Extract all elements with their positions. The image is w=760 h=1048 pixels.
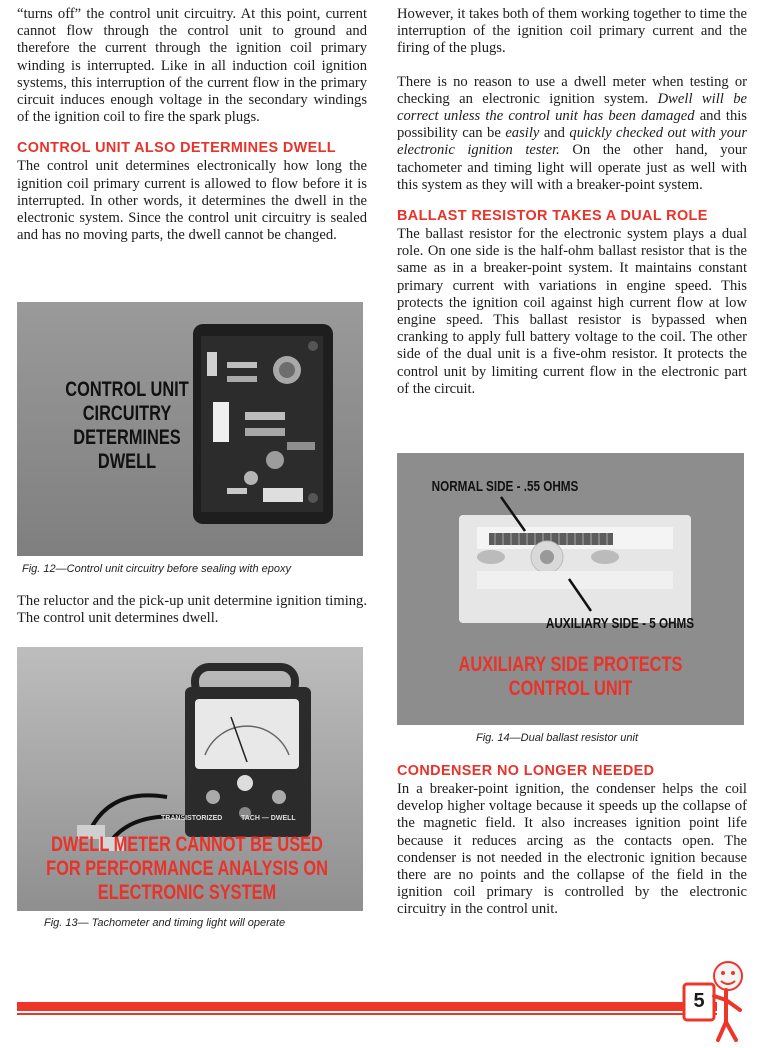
meter-model-label: TACH — DWELL: [241, 815, 296, 822]
figure-12-overlay-text: CONTROL UNIT CIRCUITRY DETERMINES DWELL: [65, 378, 189, 473]
ballast-paragraph: The ballast resistor for the electronic system plays a dual role. On one side is the half-ohm ballast resistor that is the same as in a breaker-point system. It maintains constant primary current with variations in engine speed. This protects the ignition coil against high current flow at low engine speed. This ballast resistor is bypassed when cranking to apply full battery voltage to the coil. The other side of the dual unit is a five-ohm resistor. It protects the control unit by limiting current flow in the electronic part of the circuit.: [397, 226, 747, 397]
left-column: [17, 6, 367, 244]
right-intro-paragraph: However, it takes both of them working together to time the interruption of the ignition coil primary current and the firing of the plugs.: [397, 6, 747, 57]
mascot-page-badge: [676, 956, 748, 1044]
heading-condenser: CONDENSER NO LONGER NEEDED: [397, 763, 655, 779]
figure-13-photo: [17, 647, 363, 911]
meter-brand-label: TRANSISTORIZED: [161, 815, 223, 822]
figure-14-photo: [397, 453, 744, 725]
figure-14-overlay-text: AUXILIARY SIDE PROTECTS CONTROL UNIT: [458, 653, 683, 700]
reluctor-paragraph: The reluctor and the pick-up unit determine ignition timing. The control unit determines dwell.: [17, 593, 367, 627]
footer-red-bar: [17, 1002, 717, 1011]
dwell-paragraph: The control unit determines electronically how long the ignition coil primary current is allowed to flow before it is interrupted. In other words, it determines the dwell in the electronic system. Since the control unit circuitry is sealed and has no moving parts, the dwell cannot be changed.: [17, 158, 367, 244]
heading-control-unit-dwell: CONTROL UNIT ALSO DETERMINES DWELL: [17, 140, 336, 157]
figure-12-photo: [17, 302, 363, 556]
dwell-meter-paragraph: There is no reason to use a dwell meter when testing or checking an electronic ignition system. Dwell will be correct unless the control unit has been damaged and this possibility can be easily and quickly checked out with your electronic ignition tester. On the other hand, your tachometer and timing light will operate just as well with this system as they will with a breaker-point system.: [397, 73, 748, 193]
right-column: [397, 6, 747, 398]
figure-13-overlay-text: DWELL METER CANNOT BE USED FOR PERFORMANCE ANALYSIS ON ELECTRONIC SYSTEM: [46, 833, 328, 904]
normal-side-label: NORMAL SIDE - .55 OHMS: [431, 478, 579, 495]
condenser-section: [397, 763, 747, 919]
intro-paragraph: “turns off” the control unit circuitry. At this point, current cannot flow through the control unit to ground and therefore the current through the ignition coil primary winding is interrupted. Like in all induction coil ignition systems, this interruption of the current flow in the primary circuit induces enough voltage in the secondary windings of the ignition coil to fire the spark plugs.: [17, 6, 367, 126]
condenser-paragraph: In a breaker-point ignition, the condenser helps the coil develop higher voltage because it speeds up the collapse of the magnetic field. It also increases ignition point life because it reduces arcing as the contacts open. The condenser is not needed in the electronic ignition because there are no points and the collapse of the field in the ignition coil primary is controlled by the electronic circuitry in the control unit.: [397, 781, 747, 918]
figure-13-caption: Fig. 13— Tachometer and timing light will operate: [44, 917, 286, 929]
figure-12-caption: Fig. 12—Control unit circuitry before sealing with epoxy: [22, 563, 292, 575]
figure-14-caption: Fig. 14—Dual ballast resistor unit: [476, 732, 639, 744]
heading-ballast-resistor: BALLAST RESISTOR TAKES A DUAL ROLE: [397, 208, 708, 225]
auxiliary-side-label: AUXILIARY SIDE - 5 OHMS: [545, 615, 695, 632]
footer-thin-rule: [17, 1013, 717, 1015]
page-number: 5: [693, 990, 705, 1012]
